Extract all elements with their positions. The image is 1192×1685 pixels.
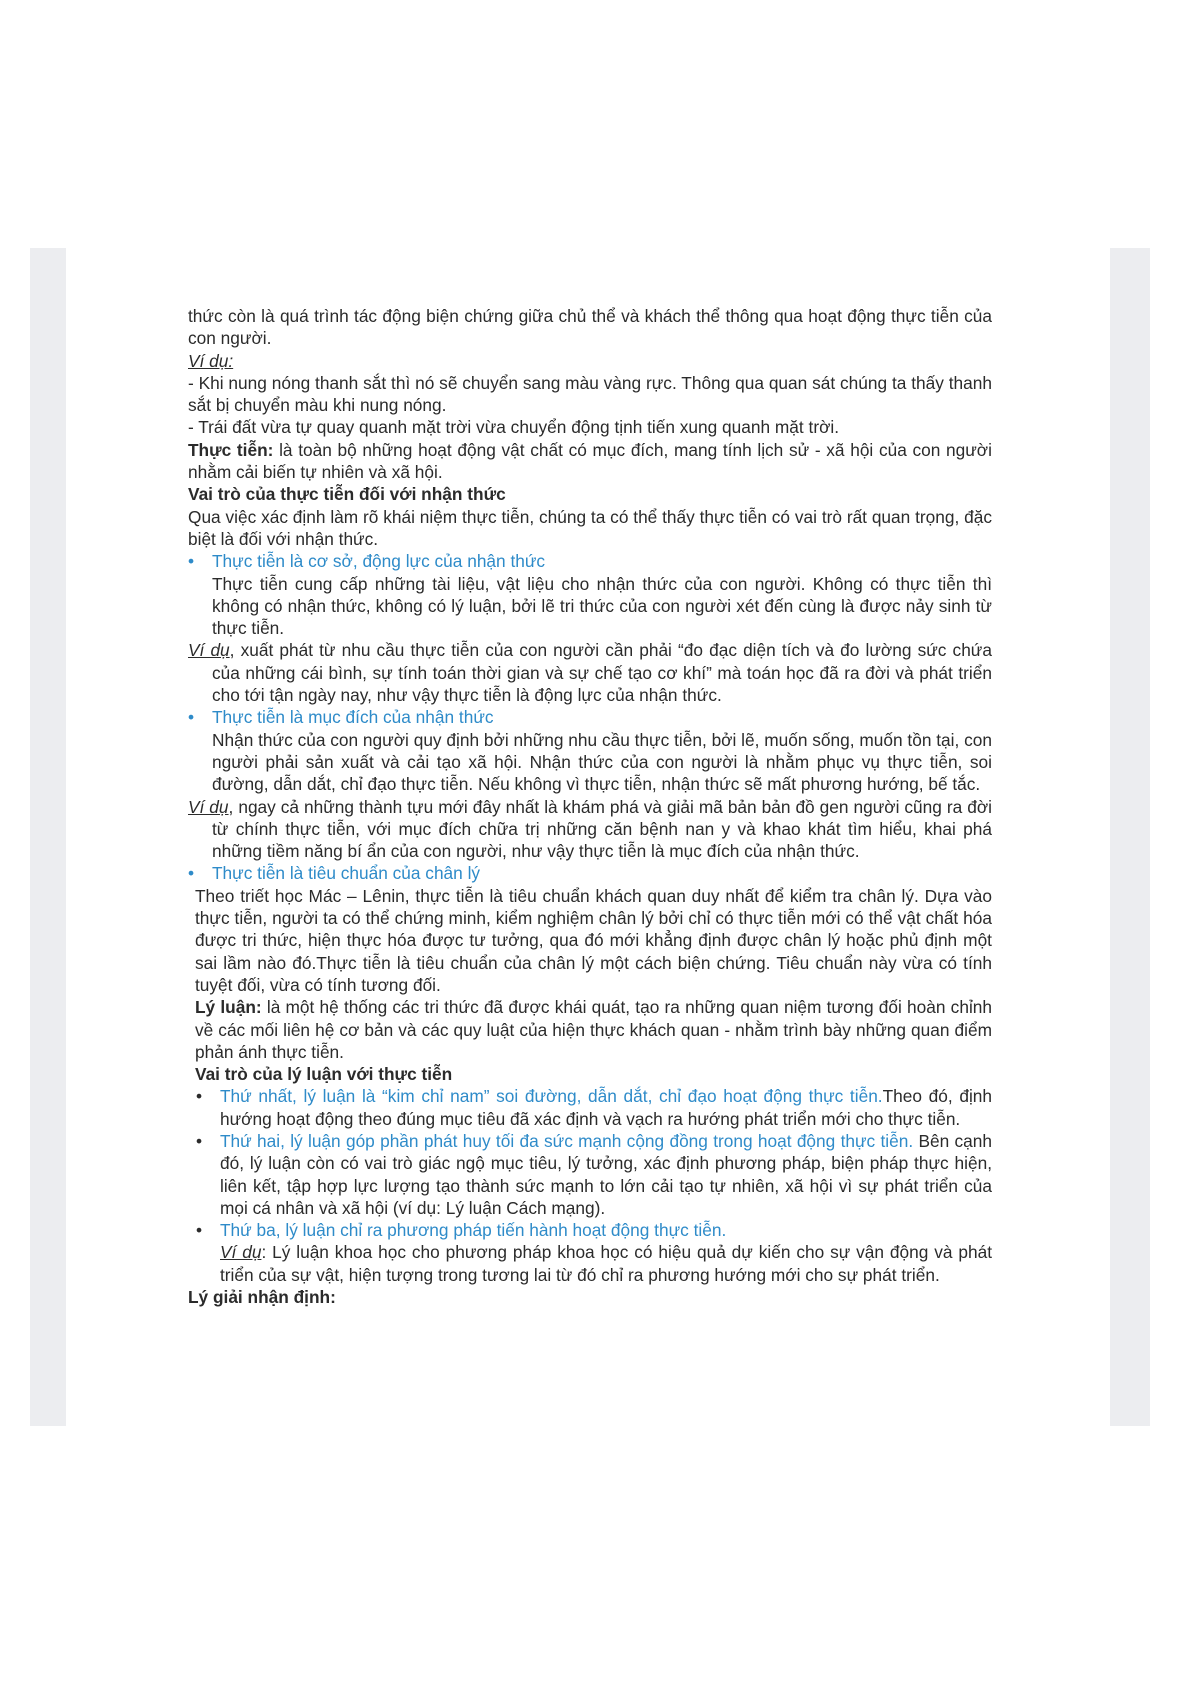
bullet-item-2-text: Nhận thức của con người quy định bởi những nhu cầu thực tiễn, bởi lẽ, muốn sống, muốn tồn tại, con người phải sản xuất và cải tạo xã hội. Nhận thức của con người là nhằm phục vụ thực tiễn, soi đường, dẫn dắt, chỉ đạo thực tiễn. Nếu không vì thực tiễn, nhận thức sẽ mất phương hướng, bế tắc. <box>212 729 992 795</box>
definition-theory <box>188 996 992 1063</box>
bullet-icon: • <box>196 1130 203 1151</box>
heading-practice-role: Vai trò của thực tiễn đối với nhận thức <box>188 484 506 505</box>
definition-practice-text: là toàn bộ những hoạt động vật chất có mục đích, mang tính lịch sử - xã hội của con người nhằm cải biến tự nhiên và xã hội. <box>188 439 992 483</box>
bullet-item-1 <box>188 550 992 572</box>
example-item-1: - Khi nung nóng thanh sắt thì nó sẽ chuyển sang màu vàng rực. Thông qua quan sát chúng ta thấy thanh sắt bị chuyển màu khi nung nóng. <box>188 372 992 416</box>
theory-bullet-1-text: Theo đó, định hướng hoạt động theo đúng mục tiêu đã xác định và vạch ra hướng phát triển mới cho thực tiễn. <box>220 1086 993 1129</box>
bullet-item-2 <box>188 706 992 728</box>
bullet-item-3 <box>188 862 992 884</box>
document-page <box>66 248 1110 1426</box>
theory-bullet-2-text: Bên cạnh đó, lý luận còn có vai trò giác ngộ mục tiêu, lý tưởng, xác định phương pháp, biện pháp thực hiện, liên kết, tập hợp lực lượng tạo thành sức mạnh to lớn cải tạo tự nhiên, xã hội vì sự phát triển của mọi cá nhân và xã hội (ví dụ: Lý luận Cách mạng). <box>220 1130 992 1218</box>
bullet-item-1-label: Thực tiễn là cơ sở, động lực của nhận thức <box>212 551 546 572</box>
page-content <box>188 305 992 1308</box>
term-practice: Thực tiễn: <box>188 439 274 460</box>
example-item-2: - Trái đất vừa tự quay quanh mặt trời vừa chuyển động tịnh tiến xung quanh mặt trời. <box>188 417 840 438</box>
heading-theory-role: Vai trò của lý luận với thực tiễn <box>195 1064 453 1085</box>
theory-bullet-3-label: Thứ ba, lý luận chỉ ra phương pháp tiến hành hoạt động thực tiễn. <box>220 1220 727 1241</box>
bullet-icon: • <box>196 1220 203 1241</box>
example-2-label: Ví dụ <box>188 796 229 817</box>
example-label-text: Ví dụ: <box>188 350 234 371</box>
term-theory: Lý luận: <box>195 997 262 1018</box>
definition-theory-text: là một hệ thống các tri thức đã được khái quát, tạo ra những quan niệm tương đối hoàn chỉnh về các mối liên hệ cơ bản và các quy luật của hiện thực khách quan - nhằm trình bày những quan điểm phản ánh thực tiễn. <box>195 997 992 1062</box>
bullet-icon: • <box>188 551 195 572</box>
example-2 <box>188 796 992 863</box>
example-2-text: , ngay cả những thành tựu mới đây nhất là khám phá và giải mã bản bản đồ gen người cũng ra đời từ chính thực tiễn, với mục đích chữa trị những căn bệnh nan y và khao khát tìm hiểu, khai phá những tiềm năng bí ẩn của con người, như vậy thực tiễn là mục đích của nhận thức. <box>212 796 993 862</box>
example-1-text: , xuất phát từ nhu cầu thực tiễn của con người cần phải “đo đạc diện tích và đo lường sức chứa của những cái bình, sự tính toán thời gian và sự chế tạo cơ khí” mà toán học đã ra đời và phát triển cho tới tận ngày nay, như vậy thực tiễn là động lực của nhận thức. <box>212 640 992 706</box>
example-3-label: Ví dụ <box>220 1242 262 1263</box>
bullet-item-3-text: Theo triết học Mác – Lênin, thực tiễn là tiêu chuẩn khách quan duy nhất để kiểm tra chân lý. Dựa vào thực tiễn, người ta có thể chứng minh, kiểm nghiệm chân lý bởi chỉ có thực tiễn mới có thể vật chất hóa được tri thức, hiện thực hóa được tư tưởng, qua đó mới khẳng định được chân lý hoặc phủ định một sai lầm nào đó.Thực tiễn là tiêu chuẩn của chân lý một cách biện chứng. Tiêu chuẩn này vừa có tính tuyệt đối, vừa có tính tương đối. <box>195 885 992 995</box>
bullet-item-1-text: Thực tiễn cung cấp những tài liệu, vật liệu cho nhận thức của con người. Không có thực tiễn thì không có nhận thức, không có lý luận, bởi lẽ tri thức của con người xét đến cùng là được nảy sinh từ thực tiễn. <box>212 573 992 639</box>
example-3 <box>188 1241 992 1286</box>
definition-practice <box>188 439 992 484</box>
bullet-icon: • <box>196 1086 203 1107</box>
bullet-item-3-label: Thực tiễn là tiêu chuẩn của chân lý <box>212 863 481 884</box>
theory-bullet-2-highlight: Thứ hai, lý luận góp phần phát huy tối đa sức mạnh cộng đồng trong hoạt động thực tiễn. <box>220 1130 914 1151</box>
bullet-item-2-label: Thực tiễn là mục đích của nhận thức <box>212 707 494 728</box>
example-3-text: : Lý luận khoa học cho phương pháp khoa học có hiệu quả dự kiến cho sự vận động và phát triển của sự vật, hiện tượng trong tương lai từ đó chỉ ra phương hướng mới cho sự phát triển. <box>220 1242 992 1285</box>
theory-bullet-1-highlight: Thứ nhất, lý luận là “kim chỉ nam” soi đường, dẫn dắt, chỉ đạo hoạt động thực tiễn. <box>220 1086 883 1107</box>
bullet-icon: • <box>188 863 195 884</box>
example-1-label: Ví dụ <box>188 640 230 661</box>
heading-explanation: Lý giải nhận định: <box>188 1287 336 1308</box>
theory-bullet-1 <box>188 1085 992 1130</box>
paragraph-intro: thức còn là quá trình tác động biện chứng giữa chủ thể và khách thể thông qua hoạt động thực tiễn của con người. <box>188 306 992 349</box>
theory-bullet-3 <box>188 1219 992 1241</box>
paragraph-practice-role: Qua việc xác định làm rõ khái niệm thực tiễn, chúng ta có thể thấy thực tiễn có vai trò rất quan trọng, đặc biệt là đối với nhận thức. <box>188 506 992 549</box>
example-1 <box>188 639 992 706</box>
theory-bullet-2 <box>188 1130 992 1219</box>
bullet-icon: • <box>188 707 195 728</box>
example-label <box>188 350 992 372</box>
